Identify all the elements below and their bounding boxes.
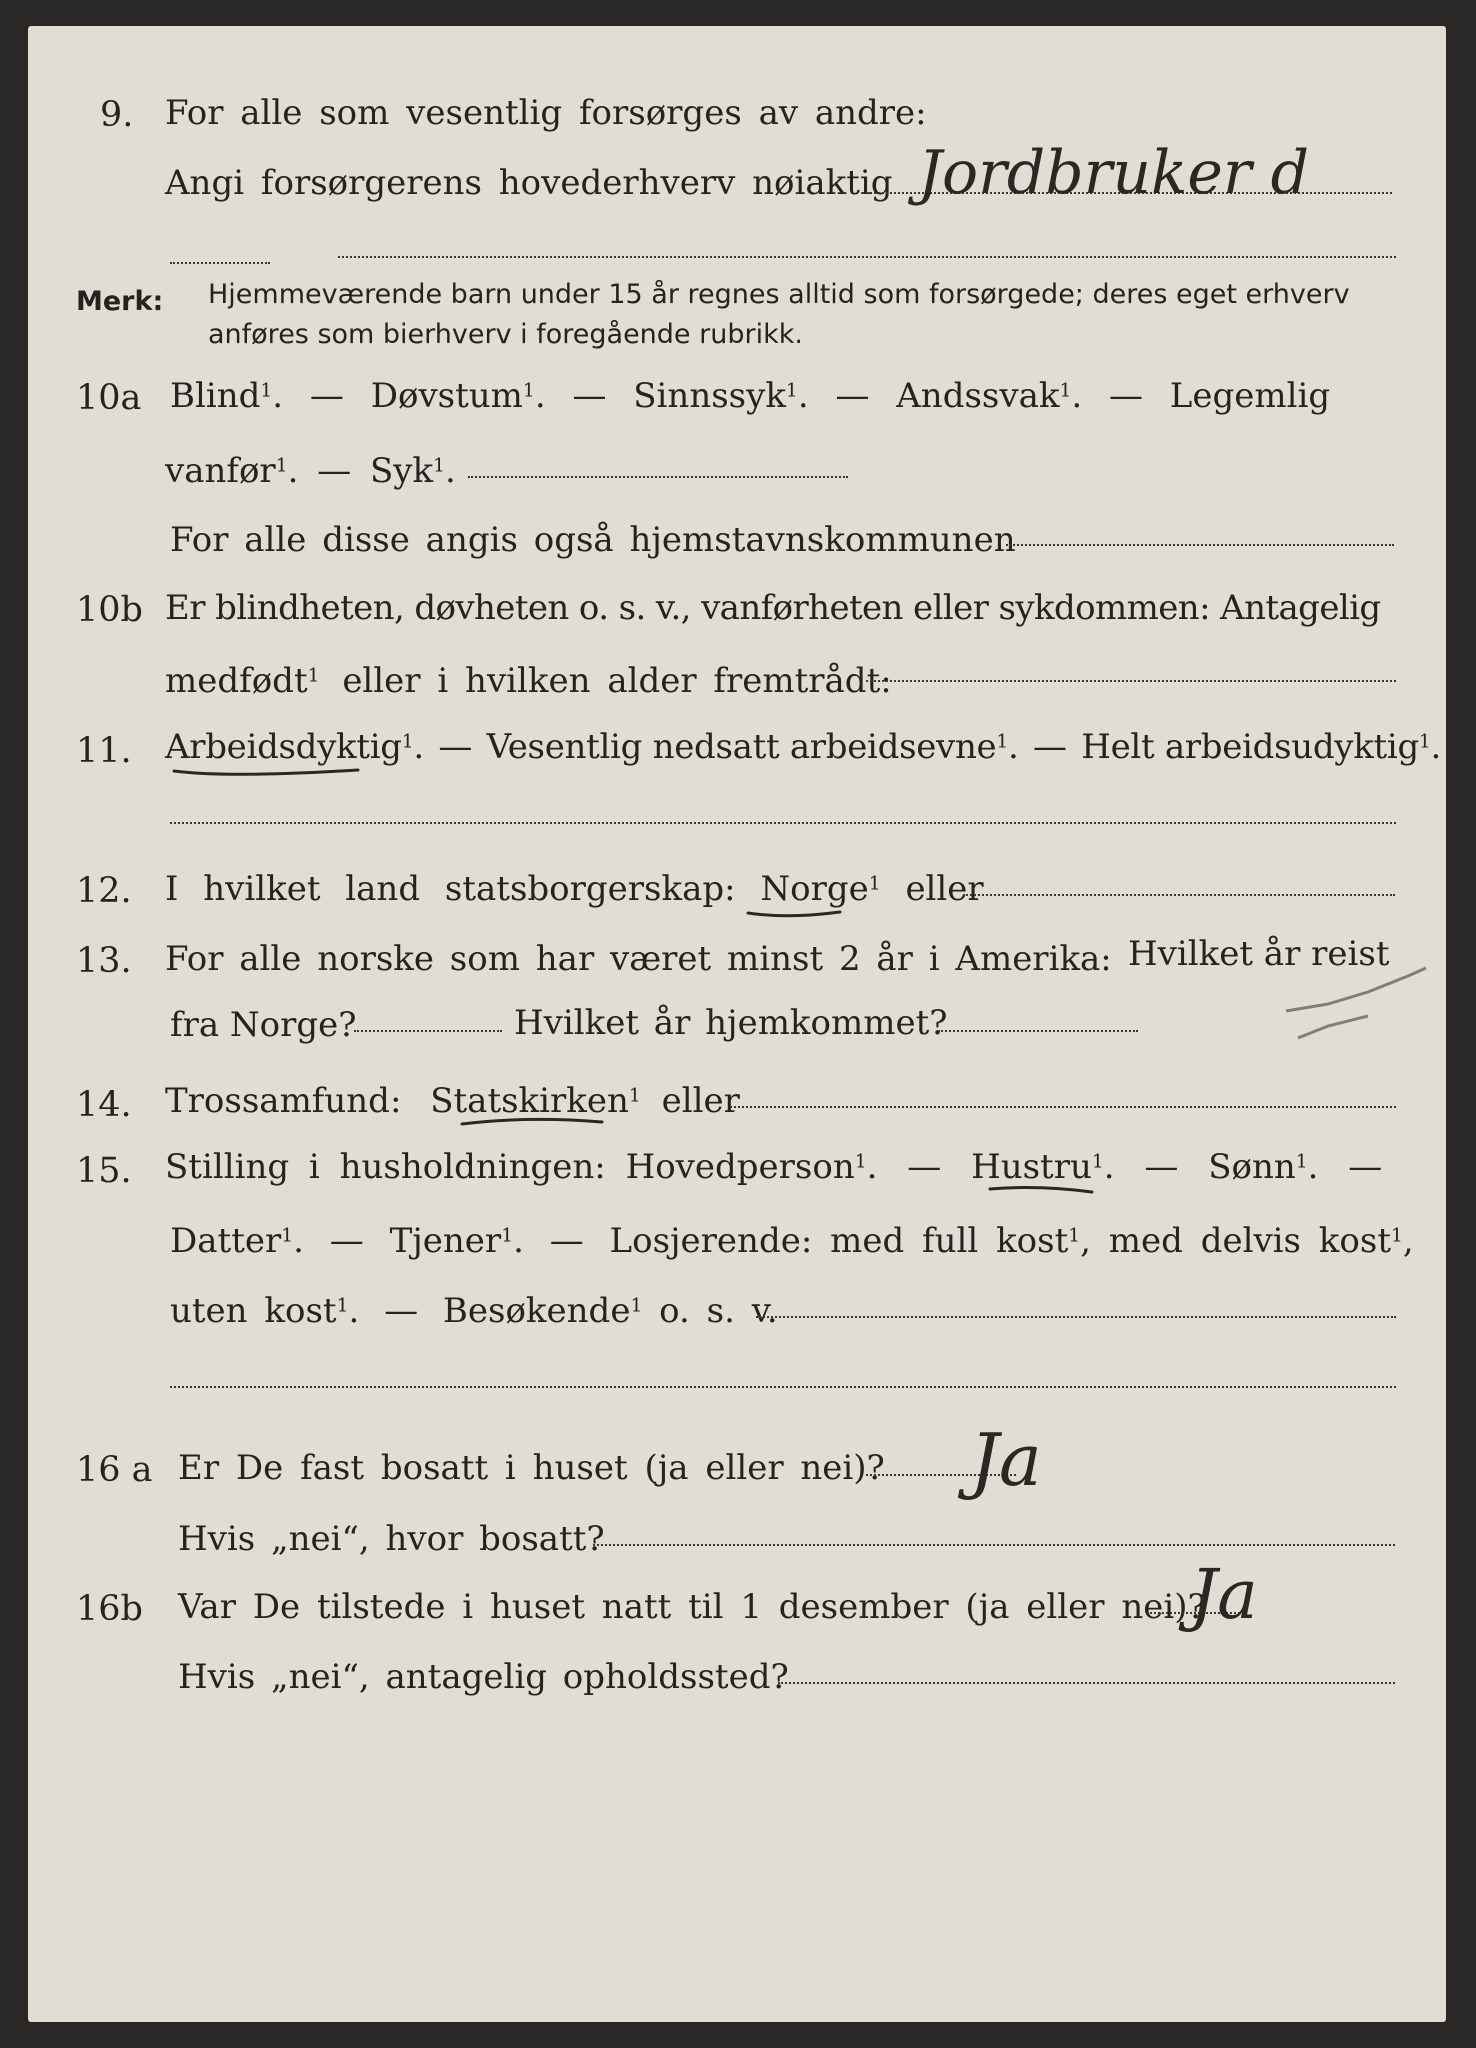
q14-line: Trossamfund: Statskirken$^1$ eller <box>165 1081 740 1121</box>
opt-besokende[interactable]: Besøkende <box>442 1291 631 1331</box>
q15-number: 15. <box>76 1151 132 1191</box>
opt-dovstum[interactable]: Døvstum <box>370 376 523 416</box>
smudge-mark <box>1286 968 1426 1038</box>
q9-line2: Angi forsørgerens hovederhverv nøiaktig <box>165 163 893 203</box>
norge-underline <box>748 912 840 916</box>
q10a-line2: vanfør$^1$. — Syk$^1$. <box>165 451 456 491</box>
q10b-age-line[interactable] <box>866 680 1396 682</box>
q16b-handwritten-answer: Ja <box>1190 1556 1258 1635</box>
q11-line1: Arbeidsdyktig$^1$. — Vesentlig nedsatt arbeidsevne$^1$. — Helt arbeidsudyktig$^1$. <box>165 727 1442 767</box>
merk-line2: anføres som bierhverv i foregående rubrikk. <box>208 319 803 350</box>
census-form-page <box>28 26 1446 2022</box>
q16b-line1: Var De tilstede i huset natt til 1 desember (ja eller nei)? <box>178 1587 1206 1627</box>
q16a-line1: Er De fast bosatt i huset (ja eller nei)? <box>178 1448 885 1488</box>
q16b-opholdssted-line[interactable] <box>778 1682 1395 1684</box>
q13-line1: For alle norske som har været minst 2 år i Amerika: <box>165 939 1112 979</box>
opt-losjerende-full[interactable]: Losjerende: med full kost <box>609 1221 1069 1261</box>
q11-number: 11. <box>76 731 132 771</box>
arbeidsdyktig-underline <box>174 770 358 774</box>
q16a-bosatt-line[interactable] <box>593 1544 1395 1546</box>
opt-uten-kost[interactable]: uten kost <box>170 1291 337 1331</box>
q15-line1: Stilling i husholdningen: Hovedperson$^1$. — Hustru$^1$. — Sønn$^1$. — <box>165 1147 1383 1187</box>
q10a-line3: For alle disse angis også hjemstavnskommunen <box>170 520 1016 560</box>
opt-arbeidsudyktig[interactable]: Helt arbeidsudyktig <box>1081 727 1419 767</box>
merk-line1: Hjemmeværende barn under 15 år regnes alltid som forsørgede; deres eget erhverv <box>208 279 1350 310</box>
q10a-number: 10a <box>76 378 142 418</box>
q12-other-country-line[interactable] <box>963 894 1395 896</box>
opt-sinnssyk[interactable]: Sinnssyk <box>633 376 786 416</box>
q15-line2: Datter$^1$. — Tjener$^1$. — Losjerende: med full kost$^1$, med delvis kost$^1$, <box>170 1221 1414 1261</box>
hustru-underline <box>990 1188 1092 1192</box>
opt-legemlig[interactable]: Legemlig <box>1169 376 1331 416</box>
opt-datter[interactable]: Datter <box>170 1221 282 1261</box>
opt-losjerende-delvis[interactable]: med delvis kost <box>1108 1221 1391 1261</box>
q13-year-left-line[interactable] <box>354 1030 502 1032</box>
q16b-line2: Hvis „nei“, antagelig opholdssted? <box>178 1657 789 1697</box>
opt-sonn[interactable]: Sønn <box>1208 1147 1296 1187</box>
q9-extra-line-a <box>170 262 270 264</box>
q16a-line2: Hvis „nei“, hvor bosatt? <box>178 1519 605 1559</box>
q9-extra-line-b <box>338 256 1396 258</box>
q10b-line2: medfødt$^1$ eller i hvilken alder fremtrådt: <box>165 661 892 701</box>
q13-line1-right: Hvilket år reist <box>1128 934 1390 974</box>
q12-line: I hvilket land statsborgerskap: Norge$^1$ eller <box>165 869 984 909</box>
q15-line3: uten kost$^1$. — Besøkende$^1$ o. s. v. <box>170 1291 778 1331</box>
opt-hustru[interactable]: Hustru <box>971 1147 1092 1187</box>
q15-other-line[interactable] <box>756 1316 1396 1318</box>
opt-statskirken[interactable]: Statskirken <box>430 1081 629 1121</box>
q9-number: 9. <box>100 95 134 135</box>
q15-extra-line <box>170 1386 1396 1388</box>
q10a-syk-line[interactable] <box>468 476 848 478</box>
opt-syk[interactable]: Syk <box>370 451 434 491</box>
q16b-number: 16b <box>76 1589 143 1629</box>
opt-andssvak[interactable]: Andssvak <box>896 376 1060 416</box>
opt-arbeidsdyktig[interactable]: Arbeidsdyktig <box>165 727 402 767</box>
q14-number: 14. <box>76 1085 132 1125</box>
q13-line2b: Hvilket år hjemkommet? <box>514 1003 948 1043</box>
q9-handwritten-answer: Jordbruker d <box>918 138 1310 208</box>
q13-line2a: fra Norge? <box>170 1005 357 1045</box>
q9-line1: For alle som vesentlig forsørges av andre: <box>165 93 927 133</box>
q10b-number: 10b <box>76 590 143 630</box>
q13-year-returned-line[interactable] <box>938 1030 1138 1032</box>
q10a-hjemstavn-line[interactable] <box>1006 544 1394 546</box>
q10b-line1: Er blindheten, døvheten o. s. v., vanførheten eller sykdommen: Antagelig <box>165 588 1381 628</box>
q16a-number: 16 a <box>76 1450 153 1490</box>
merk-label: Merk: <box>76 286 164 317</box>
q14-other-line[interactable] <box>730 1106 1396 1108</box>
opt-medfodt[interactable]: medfødt <box>165 661 308 701</box>
q12-number: 12. <box>76 871 132 911</box>
opt-norge[interactable]: Norge <box>760 869 869 909</box>
opt-nedsatt-arbeidsevne[interactable]: Vesentlig nedsatt arbeidsevne <box>486 727 997 767</box>
opt-tjener[interactable]: Tjener <box>389 1221 502 1261</box>
q13-number: 13. <box>76 941 132 981</box>
q16a-handwritten-answer: Ja <box>970 1418 1042 1502</box>
opt-blind[interactable]: Blind <box>170 376 261 416</box>
q11-extra-line <box>170 822 1396 824</box>
opt-vanfor[interactable]: vanfør <box>165 451 276 491</box>
q10a-line1: Blind$^1$. — Døvstum$^1$. — Sinnssyk$^1$. — Andssvak$^1$. — Legemlig <box>170 376 1331 416</box>
